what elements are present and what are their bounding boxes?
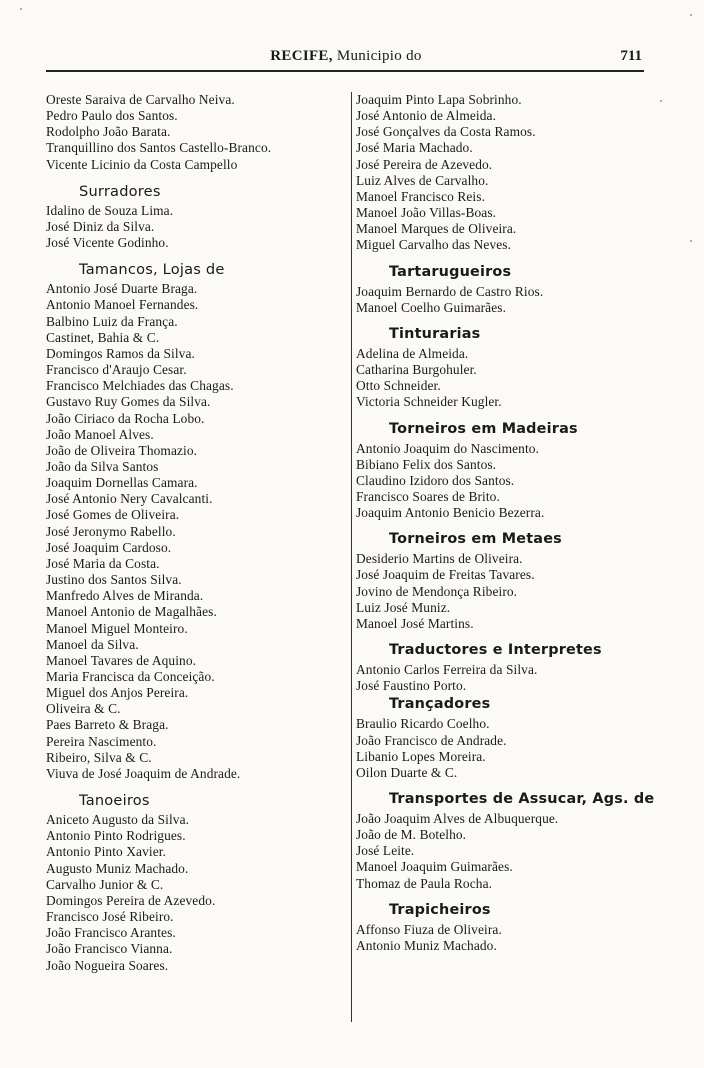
directory-entry: Antonio Manoel Fernandes. (46, 297, 199, 313)
page-number: 711 (620, 48, 642, 64)
section-surradores (46, 183, 350, 251)
directory-entry: Pereira Nascimento. (46, 733, 157, 749)
section-heading: Torneiros em Madeiras (389, 420, 578, 437)
directory-entry: João Francisco Vianna. (46, 941, 173, 957)
directory-entry: Manoel Marques de Oliveira. (356, 221, 517, 237)
directory-entry: José Gomes de Oliveira. (46, 507, 180, 523)
directory-entry: Joaquim Dornellas Camara. (46, 475, 198, 491)
directory-entry: José Vicente Godinho. (46, 235, 169, 251)
directory-entry: José Maria Machado. (356, 140, 473, 156)
directory-entry: Carvalho Junior & C. (46, 876, 164, 892)
directory-entry: Antonio Pinto Xavier. (46, 844, 167, 860)
directory-entry: Claudino Izidoro dos Santos. (356, 472, 515, 488)
paper-speck (690, 14, 692, 16)
column-divider (351, 92, 352, 1022)
section-heading: Tinturarias (389, 325, 481, 342)
section-traductores-e-interpretes (356, 642, 656, 694)
running-title-rest: Municipio do (336, 48, 422, 64)
directory-entry: Francisco d'Araujo Cesar. (46, 362, 187, 378)
directory-entry: Manoel José Martins. (356, 615, 474, 631)
directory-entry: Miguel Carvalho das Neves. (356, 237, 512, 253)
directory-entry: Balbino Luiz da França. (46, 313, 178, 329)
directory-entry: Tranquillino dos Santos Castello-Branco. (46, 140, 272, 156)
section-tinturarias (356, 326, 656, 411)
section-heading: Trapicheiros (389, 901, 491, 918)
header-rule (46, 70, 644, 72)
directory-entry: Miguel dos Anjos Pereira. (46, 685, 189, 701)
directory-entry: Francisco Soares de Brito. (356, 488, 500, 504)
section-tartarugueiros (356, 264, 656, 316)
directory-entry: Idalino de Souza Lima. (46, 202, 174, 218)
directory-entry: Manfredo Alves de Miranda. (46, 588, 204, 604)
directory-entry: Antonio Joaquim do Nascimento. (356, 440, 540, 456)
directory-entry: Otto Schneider. (356, 378, 441, 394)
directory-entry: João Joaquim Alves de Albuquerque. (356, 811, 559, 826)
section-heading: Trançadores (389, 696, 491, 713)
section-heading: Tanoeiros (79, 792, 150, 810)
directory-entry: Maria Francisca da Conceição. (46, 669, 215, 684)
directory-entry: Thomaz de Paula Rocha. (356, 875, 493, 891)
directory-entry: Rodolpho João Barata. (46, 124, 171, 140)
directory-entry: Domingos Pereira de Azevedo. (46, 892, 216, 908)
directory-entry: Manoel Coelho Guimarães. (356, 299, 507, 315)
directory-entry: Jovino de Mendonça Ribeiro. (356, 583, 518, 599)
directory-entry: José Pereira de Azevedo. (356, 156, 493, 172)
section-trapicheiros (356, 902, 656, 954)
section-heading: Tartarugueiros (389, 263, 512, 280)
directory-entry: José Jeronymo Rabello. (46, 523, 176, 539)
paper-speck (660, 100, 662, 102)
directory-entry: Adelina de Almeida. (356, 345, 469, 361)
section-tanoeiros (46, 792, 350, 974)
directory-entry: Francisco José Ribeiro. (46, 909, 174, 925)
directory-entry: Manoel João Villas-Boas. (356, 205, 497, 221)
directory-entry: Braulio Ricardo Coelho. (356, 716, 490, 732)
directory-entry: Castinet, Bahia & C. (46, 329, 160, 345)
directory-entry: João Manoel Alves. (46, 426, 154, 442)
directory-entry: João Francisco de Andrade. (356, 732, 507, 748)
section-heading: Transportes de Assucar, Ags. de (389, 791, 655, 807)
directory-entry: Antonio Carlos Ferreira da Silva. (356, 662, 538, 678)
directory-entry: Paes Barreto & Braga. (46, 717, 169, 733)
directory-entry: Bibiano Felix dos Santos. (356, 456, 497, 472)
directory-entry: Joaquim Bernardo de Castro Rios. (356, 283, 544, 299)
directory-entry: Ribeiro, Silva & C. (46, 749, 152, 765)
directory-entry: José Antonio Nery Cavalcanti. (46, 491, 213, 507)
directory-entry: João de Oliveira Thomazio. (46, 442, 198, 458)
directory-entry: João Francisco Arantes. (46, 925, 176, 941)
directory-entry: Manoel Antonio de Magalhães. (46, 604, 217, 620)
directory-entry: Manoel Miguel Monteiro. (46, 620, 188, 636)
directory-entry: Luiz José Muniz. (356, 599, 451, 615)
section-transportes-de-assucar-ags-de (356, 791, 656, 892)
directory-entry: José Antonio de Almeida. (356, 108, 497, 124)
page-header (46, 48, 646, 70)
directory-entry: Oilon Duarte & C. (356, 764, 458, 780)
section-torneiros-em-metaes (356, 531, 656, 632)
right-column (356, 92, 656, 954)
directory-entry: Oreste Saraiva de Carvalho Neiva. (46, 92, 235, 107)
directory-entry: Domingos Ramos da Silva. (46, 345, 195, 361)
directory-entry: José Diniz da Silva. (46, 218, 155, 234)
running-title-city: RECIFE, (270, 48, 333, 64)
directory-entry: Joaquim Antonio Benicio Bezerra. (356, 505, 545, 521)
directory-entry: Manoel Francisco Reis. (356, 188, 486, 204)
directory-entry: Viuva de José Joaquim de Andrade. (46, 765, 241, 781)
directory-entry: Pedro Paulo dos Santos. (46, 108, 178, 124)
directory-entry: Joaquim Pinto Lapa Sobrinho. (356, 92, 522, 107)
section-tamancos-lojas-de (46, 261, 350, 782)
directory-entry: Antonio José Duarte Braga. (46, 281, 198, 297)
directory-entry: Manoel da Silva. (46, 636, 139, 652)
directory-entry: Antonio Muniz Machado. (356, 937, 497, 953)
section-heading: Torneiros em Metaes (389, 531, 562, 548)
directory-entry: José Joaquim de Freitas Tavares. (356, 567, 535, 583)
directory-entry: Desiderio Martins de Oliveira. (356, 551, 523, 567)
left-column (46, 92, 350, 974)
directory-entry: José Faustino Porto. (356, 678, 467, 694)
running-title (46, 48, 646, 65)
section-heading: Traductores e Interpretes (389, 642, 602, 659)
directory-entry: Justino dos Santos Silva. (46, 572, 182, 588)
directory-entry: João da Silva Santos (46, 458, 159, 474)
paper-speck (690, 240, 692, 242)
directory-entry: Manoel Joaquim Guimarães. (356, 859, 513, 875)
directory-entry: Catharina Burgohuler. (356, 362, 477, 378)
directory-entry: Manoel Tavares de Aquino. (46, 652, 197, 668)
directory-entry: Vicente Licinio da Costa Campello (46, 156, 238, 172)
directory-entry: Oliveira & C. (46, 701, 121, 717)
section-heading: Surradores (79, 182, 161, 200)
directory-entry: José Maria da Costa. (46, 555, 160, 571)
directory-entry: João de M. Botelho. (356, 827, 467, 843)
directory-entry: Affonso Fiuza de Oliveira. (356, 921, 502, 937)
directory-entry: José Joaquim Cardoso. (46, 539, 172, 555)
paper-speck (20, 8, 22, 10)
section-trancadores (356, 696, 656, 781)
directory-entry: João Nogueira Soares. (46, 957, 169, 973)
section-continuation (46, 92, 350, 173)
directory-entry: Francisco Melchiades das Chagas. (46, 378, 234, 394)
section-heading: Tamancos, Lojas de (79, 261, 225, 279)
section-continuation (356, 92, 656, 254)
directory-entry: José Gonçalves da Costa Ramos. (356, 124, 536, 140)
directory-entry: Augusto Muniz Machado. (46, 860, 189, 876)
directory-entry: José Leite. (356, 843, 415, 859)
directory-entry: Aniceto Augusto da Silva. (46, 812, 190, 828)
directory-entry: Antonio Pinto Rodrigues. (46, 828, 186, 844)
directory-entry: Gustavo Ruy Gomes da Silva. (46, 394, 211, 410)
directory-entry: Victoria Schneider Kugler. (356, 394, 502, 410)
directory-entry: Luiz Alves de Carvalho. (356, 172, 489, 188)
directory-entry: Libanio Lopes Moreira. (356, 748, 486, 764)
directory-entry: João Ciriaco da Rocha Lobo. (46, 410, 205, 426)
section-torneiros-em-madeiras (356, 421, 656, 522)
